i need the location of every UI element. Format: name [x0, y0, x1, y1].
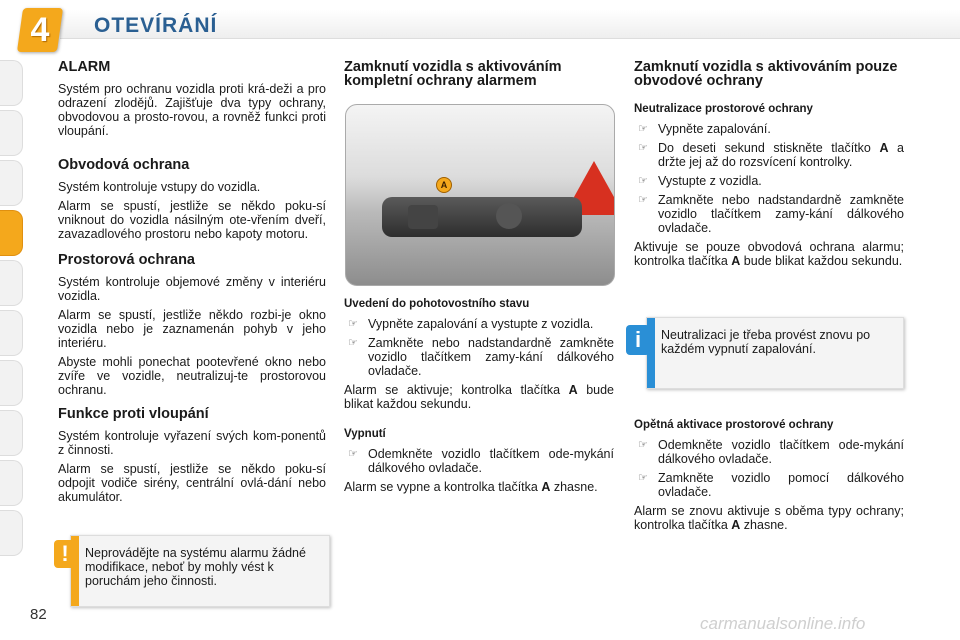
- list-item-text: Vypněte zapalování a vystupte z vozidla.: [368, 317, 594, 331]
- chapter-title: OTEVÍRÁNÍ: [94, 14, 218, 37]
- paragraph: [344, 383, 614, 411]
- button-ref: A: [568, 383, 578, 397]
- warning-note: [70, 535, 330, 607]
- list-item-text: Zamkněte vozidlo pomocí dálkového ovladače.: [658, 471, 904, 499]
- section-title: Zamknutí vozidla s aktivováním pouze obvodové ochrany: [634, 59, 898, 89]
- button-a-label: A: [436, 177, 452, 193]
- list-item: [634, 438, 904, 466]
- paragraph: [344, 480, 614, 494]
- list-item-text: Zamkněte nebo nadstandardně zamkněte vozidlo tlačítkem zamy-kání dálkového ovladače.: [658, 193, 904, 235]
- side-tabs: [0, 60, 24, 580]
- pointing-hand-icon: ☞: [638, 472, 648, 484]
- paragraph: Abyste mohli ponechat pootevřené okno nebo zvíře ve vozidle, neutralizuj-te prostorovou ochranu.: [58, 355, 326, 397]
- info-note-text: Neutralizaci je třeba provést znovu po každém vypnutí zapalování.: [661, 328, 871, 356]
- side-tab-active[interactable]: [0, 210, 23, 256]
- list-item: [344, 336, 614, 378]
- column-alarm: [58, 60, 326, 509]
- column-full-protection-body: [344, 297, 614, 499]
- page-header: [0, 0, 960, 50]
- text: Alarm se znovu aktivuje s oběma typy ochrany; kontrolka tlačítka: [634, 504, 904, 532]
- subsection-title: Uvedení do pohotovostního stavu: [344, 298, 530, 310]
- subsection-title: Neutralizace prostorové ochrany: [634, 103, 813, 115]
- section-title: Prostorová ochrana: [58, 252, 195, 268]
- warning-icon: !: [54, 540, 76, 568]
- list-item-text: Odemkněte vozidlo tlačítkem ode-mykání dálkového ovladače.: [658, 438, 904, 466]
- section-title: ALARM: [58, 59, 111, 75]
- list-item-text: Zamkněte nebo nadstandardně zamkněte vozidlo tlačítkem zamy-kání dálkového ovladače.: [368, 336, 614, 378]
- text: bude blikat každou sekundu.: [743, 254, 903, 268]
- section-title: Obvodová ochrana: [58, 157, 190, 173]
- text: Alarm se aktivuje; kontrolka tlačítka: [344, 383, 561, 397]
- side-tab[interactable]: [0, 260, 23, 306]
- list-item-text: Vystupte z vozidla.: [658, 174, 762, 188]
- paragraph: [634, 504, 904, 532]
- paragraph: Alarm se spustí, jestliže někdo rozbi-je okno vozidla nebo je zaznamenán pohyb v jeho interiéru.: [58, 308, 326, 350]
- section-title: Zamknutí vozidla s aktivováním kompletní ochrany alarmem: [344, 59, 562, 89]
- pointing-hand-icon: ☞: [348, 318, 358, 330]
- side-tab[interactable]: [0, 460, 23, 506]
- column-full-protection: [344, 60, 614, 96]
- list-item: [634, 193, 904, 235]
- text: bude blikat každou sekundu.: [344, 383, 614, 411]
- warning-note-text: Neprovádějte na systému alarmu žádné modifikace, neboť by mohly vést k poruchám jeho činnosti.: [85, 546, 306, 588]
- subsection-title: Vypnutí: [344, 428, 386, 440]
- pointing-hand-icon: ☞: [638, 123, 648, 135]
- text: Do deseti sekund stiskněte tlačítko: [658, 141, 871, 155]
- paragraph: Systém kontroluje vyřazení svých kom-ponentů z činnosti.: [58, 429, 326, 457]
- text: Aktivuje se pouze obvodová ochrana alarmu; kontrolka tlačítka: [634, 240, 904, 268]
- side-tab[interactable]: [0, 60, 23, 106]
- paragraph: Systém kontroluje vstupy do vozidla.: [58, 180, 261, 194]
- list-item: [344, 447, 614, 475]
- column-perimeter-only: [634, 60, 904, 273]
- side-tab[interactable]: [0, 410, 23, 456]
- list-item: [634, 141, 904, 169]
- paragraph: Alarm se spustí, jestliže se někdo poku-sí odpojit vodiče sirény, centrální ovlá-dání nebo akumulátor.: [58, 462, 326, 504]
- side-tab[interactable]: [0, 510, 23, 556]
- text: a držte jej až do rozsvícení kontrolky.: [658, 141, 904, 169]
- watermark: carmanualsonline.info: [700, 614, 866, 633]
- list-item: [634, 122, 904, 136]
- list-item-text: Odemkněte vozidlo tlačítkem ode-mykání dálkového ovladače.: [368, 447, 614, 475]
- list-item: [634, 471, 904, 499]
- dashboard-photo: [345, 104, 615, 286]
- alarm-button: [408, 205, 438, 229]
- side-tab[interactable]: [0, 310, 23, 356]
- chapter-number: 4: [30, 11, 50, 49]
- pointing-hand-icon: ☞: [348, 448, 358, 460]
- info-note: [646, 317, 904, 389]
- list-item: [634, 174, 904, 188]
- list-item-text: Vypněte zapalování.: [658, 122, 771, 136]
- button-ref: A: [731, 518, 741, 532]
- side-tab[interactable]: [0, 360, 23, 406]
- list-item: [344, 317, 614, 331]
- side-tab[interactable]: [0, 160, 23, 206]
- pointing-hand-icon: ☞: [638, 439, 648, 451]
- side-tab[interactable]: [0, 110, 23, 156]
- button-ref: A: [541, 480, 551, 494]
- paragraph: Systém kontroluje objemové změny v interiéru vozidla.: [58, 275, 326, 303]
- column-reactivate: [634, 418, 904, 537]
- paragraph: [634, 240, 904, 268]
- pointing-hand-icon: ☞: [348, 337, 358, 349]
- subsection-title: Opětná aktivace prostorové ochrany: [634, 419, 834, 431]
- pointing-hand-icon: ☞: [638, 175, 648, 187]
- section-title: Funkce proti vloupání: [58, 406, 209, 422]
- pointing-hand-icon: ☞: [638, 142, 648, 154]
- button-ref: A: [879, 141, 889, 155]
- info-icon: i: [626, 325, 650, 355]
- pointing-hand-icon: ☞: [638, 194, 648, 206]
- text: zhasne.: [743, 518, 788, 532]
- lock-button: [496, 203, 522, 229]
- paragraph: Systém pro ochranu vozidla proti krá-deži a pro odrazení zlodějů. Zajišťuje dva typy ochrany, obvodovou a prosto-rovou, a rovněž funkci proti vloupání.: [58, 82, 326, 138]
- button-ref: A: [731, 254, 741, 268]
- paragraph: Alarm se spustí, jestliže se někdo poku-sí vniknout do vozidla násilným ote-vřením dveří, zavazadlového prostoru nebo kapoty motoru.: [58, 199, 326, 241]
- page-number: 82: [30, 606, 47, 623]
- text: zhasne.: [553, 480, 598, 494]
- text: Alarm se vypne a kontrolka tlačítka: [344, 480, 538, 494]
